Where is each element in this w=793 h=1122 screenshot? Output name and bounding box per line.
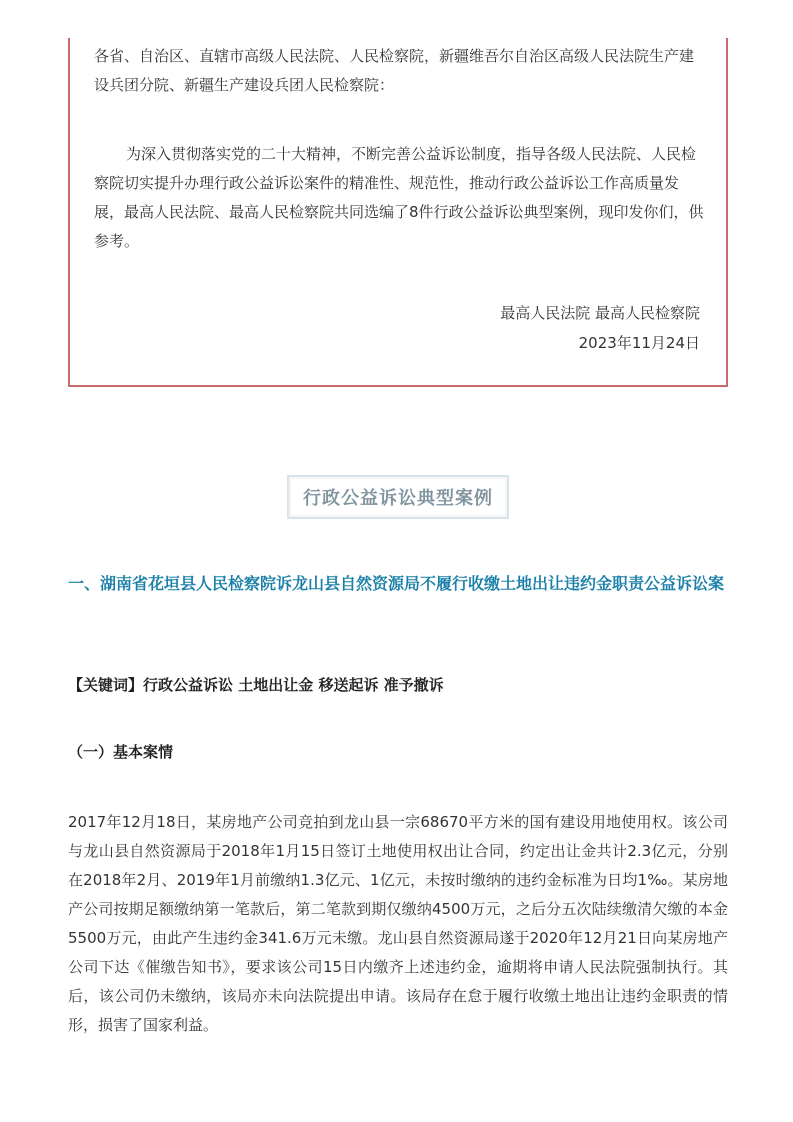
case-title: 一、湖南省花垣县人民检察院诉龙山县自然资源局不履行收缴土地出让违约金职责公益诉讼案 [68, 574, 725, 593]
case-body: 2017年12月18日，某房地产公司竞拍到龙山县一宗68670平方米的国有建设用地使用权。该公司与龙山县自然资源局于2018年1月15日签订土地使用权出让合同，约定出让金共计2.3亿元，分别在2018年2月、2019年1月前缴纳1.3亿元、1亿元，未按时缴纳的违约金标准为日均1‰。某房地产公司按期足额缴纳第一笔款后，第二笔款到期仅缴纳4500万元，之后分五次陆续缴清欠缴的本金5500万元，由此产生违约金341.6万元未缴。龙山县自然资源局遂于2020年12月21日向某房地产公司下达《催缴告知书》，要求该公司15日内缴齐上述违约金，逾期将申请人民法院强制执行。其后，该公司仍未缴纳，该局亦未向法院提出申请。该局存在怠于履行收缴土地出让违约金职责的情形，损害了国家利益。 [68, 813, 728, 1034]
notice-signature: 最高人民法院 最高人民检察院 [500, 304, 700, 322]
subsection-title: （一）基本案情 [68, 743, 174, 761]
case-keywords: 【关键词】行政公益诉讼 土地出让金 移送起诉 准予撤诉 [68, 676, 444, 694]
notice-body: 为深入贯彻落实党的二十大精神，不断完善公益诉讼制度，指导各级人民法院、人民检察院切实提升办理行政公益诉讼案件的精准性、规范性，推动行政公益诉讼工作高质量发展，最高人民法院、最高人民检察院共同选编了8件行政公益诉讼典型案例，现印发你们，供参考。 [94, 145, 704, 250]
notice-date: 2023年11月24日 [578, 334, 700, 352]
section-banner: 行政公益诉讼典型案例 [287, 475, 509, 519]
notice-recipients: 各省、自治区、直辖市高级人民法院、人民检察院，新疆维吾尔自治区高级人民法院生产建设兵团分院、新疆生产建设兵团人民检察院： [94, 47, 695, 94]
